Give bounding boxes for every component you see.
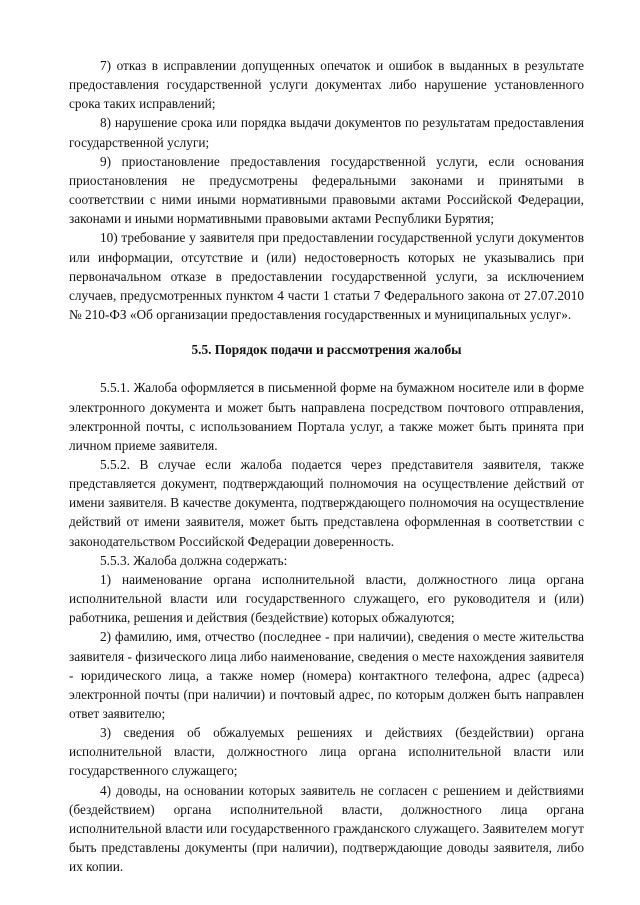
paragraph-5-5-1: 5.5.1. Жалоба оформляется в письменной форме на бумажном носителе или в форме электронного документа и может быть направлена посредством почтового отправления, электронной почты, с использованием Портала услуг, а также может быть принята при личном приеме заявителя.: [69, 380, 584, 453]
paragraph-5-5-3: 5.5.3. Жалоба должна содержать:: [100, 552, 288, 568]
paragraph-complaint-item-3: 3) сведения об обжалуемых решениях и действиях (бездействии) органа исполнительной власти, должностного лица органа исполнительной власти или государственного служащего;: [69, 725, 584, 779]
paragraph-complaint-item-4: 4) доводы, на основании которых заявитель не согласен с решением и действиями (бездействием) органа исполнительной власти, должностного лица органа исполнительной власти или государственного гражданского служащего. Заявителем могут быть представлены документы (при наличии), подтверждающие доводы заявителя, либо их копии.: [69, 782, 584, 875]
section-heading: 5.5. Порядок подачи и рассмотрения жалобы: [191, 342, 462, 358]
paragraph-item-9: 9) приостановление предоставления государственной услуги, если основания приостановления не предусмотрены федеральными законами и принятыми в соответствии с ними иными нормативными правовыми актами Российской Федерации, законами и иными нормативными правовыми актами Республики Бурятия;: [69, 153, 584, 227]
paragraph-item-7: 7) отказ в исправлении допущенных опечаток и ошибок в выданных в результате предоставления государственной услуги документах либо нарушение установленного срока таких исправлений;: [69, 58, 584, 112]
paragraph-item-10: 10) требование у заявителя при предоставлении государственной услуги документов или информации, отсутствие и (или) недостоверность которых не указывались при первоначальном отказе в предоставлении государственной услуги, за исключением случаев, предусмотренных пунктом 4 части 1 статьи 7 Федерального закона от 27.07.2010 № 210-ФЗ «Об организации предоставления государственных и муниципальных услуг».: [69, 230, 584, 323]
section-top-list: [69, 56, 584, 324]
paragraph-5-5-2: 5.5.2. В случае если жалоба подается через представителя заявителя, также представляется документ, подтверждающий полномочия на осуществление действий от имени заявителя. В качестве документа, подтверждающего полномочия на осуществление действий от имени заявителя, может быть представлена оформленная в соответствии с законодательством Российской Федерации доверенность.: [69, 456, 584, 549]
paragraph-item-8: 8) нарушение срока или порядка выдачи документов по результатам предоставления государственной услуги;: [69, 115, 584, 150]
paragraph-complaint-item-1: 1) наименование органа исполнительной власти, должностного лица органа исполнительной власти или государственного служащего, его руководителя и (или) работника, решения и действия (бездействие) которых обжалуются;: [69, 571, 584, 626]
section-body: [69, 378, 584, 876]
paragraph-complaint-item-2: 2) фамилию, имя, отчество (последнее - при наличии), сведения о месте жительства заявителя - физического лица либо наименование, сведения о месте нахождения заявителя - юридического лица, а также номер (номера) контактного телефона, адрес (адреса) электронной почты (при наличии) и почтовый адрес, по которым должен быть направлен ответ заявителю;: [69, 629, 584, 721]
